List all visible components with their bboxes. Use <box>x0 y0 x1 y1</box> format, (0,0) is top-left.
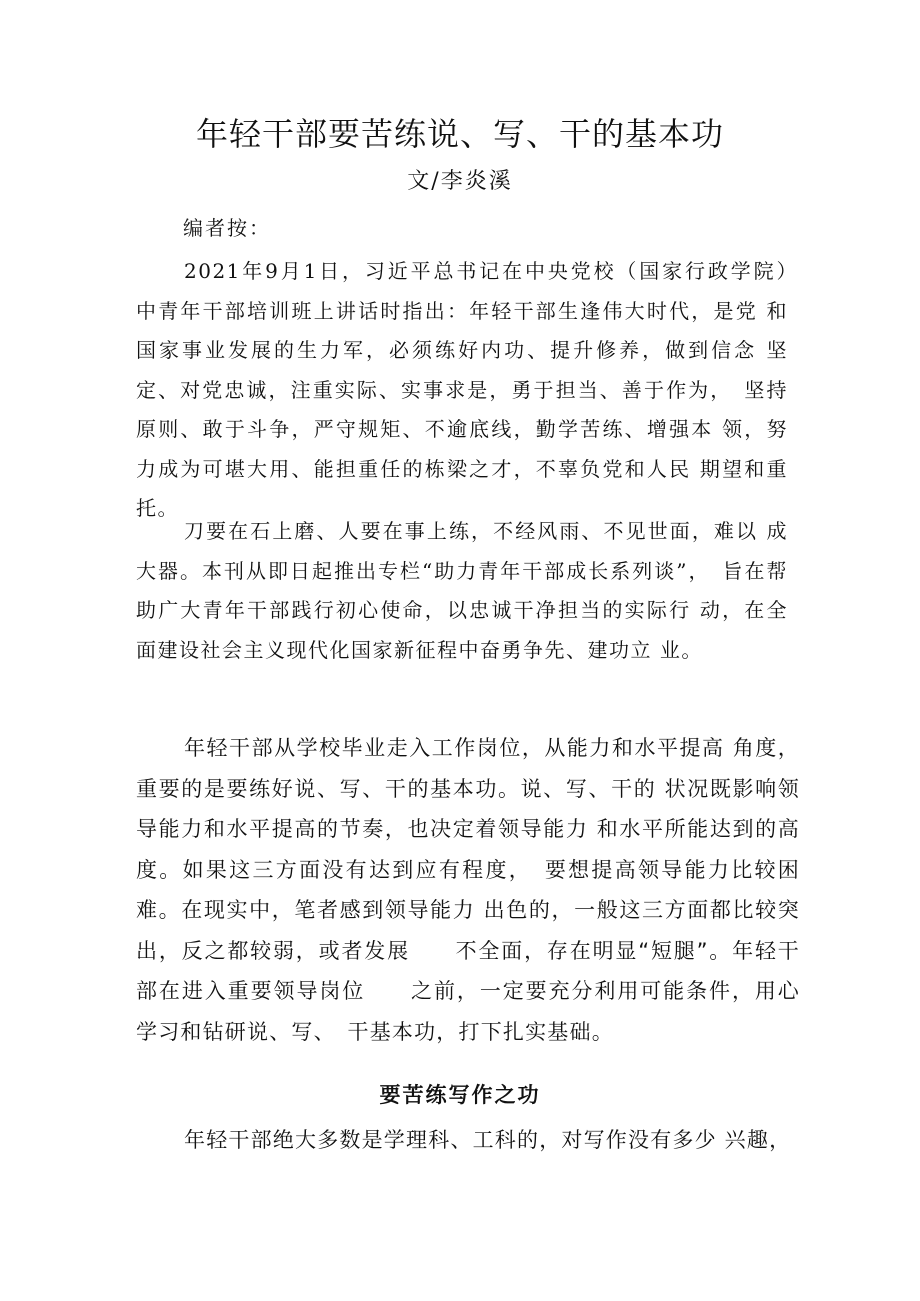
section-paragraph: 年轻干部绝大多数是学理科、工科的，对写作没有多少 兴趣， <box>184 1128 792 1152</box>
editor-note-paragraph: 刀要在石上磨、人要在事上练，不经风雨、不见世面，难以 成大器。本刊从即日起推出专栏“助力青年干部成长系列谈”， 旨在帮助广大青年干部践行初心使命，以忠诚干净担当的实际行 动，在全面建设社会主义现代化国家新征程中奋勇争先、建功立 业。 <box>136 519 788 662</box>
editor-note-label: 编者按： <box>183 216 271 240</box>
article-author: 文/李炎溪 <box>407 169 513 194</box>
body-paragraph: 年轻干部从学校毕业走入工作岗位，从能力和水平提高 角度，重要的是要练好说、写、干的基本功。说、写、干的 状况既影响领导能力和水平提高的节奏，也决定着领导能力 和水平所能达到的高度。如果这三方面没有达到应有程度， 要想提高领导能力比较困难。在现实中，笔者感到领导能力 出色的，一般这三方面都比较突出，反之都较弱，或者发展 不全面，存在明显“短腿”。年轻干部在进入重要领导岗位 之前，一定要充分利用可能条件，用心学习和钻研说、写、 干基本功，打下扎实基础。 <box>136 736 800 1044</box>
editor-note-paragraph: 2021年9月1日，习近平总书记在中央党校（国家行政学院） 中青年干部培训班上讲话时指出：年轻干部生逢伟大时代，是党 和国家事业发展的生力军，必须练好内功、提升修养，做到信念 坚定、对党忠诚，注重实际、实事求是，勇于担当、善于作为， 坚持原则、敢于斗争，严守规矩、不逾底线，勤学苦练、增强本 领，努力成为可堪大用、能担重任的栋梁之才，不辜负党和人民 期望和重托。 <box>136 259 810 520</box>
section-heading: 要苦练写作之功 <box>379 1082 541 1107</box>
article-title: 年轻干部要苦练说、写、干的基本功 <box>195 115 724 153</box>
